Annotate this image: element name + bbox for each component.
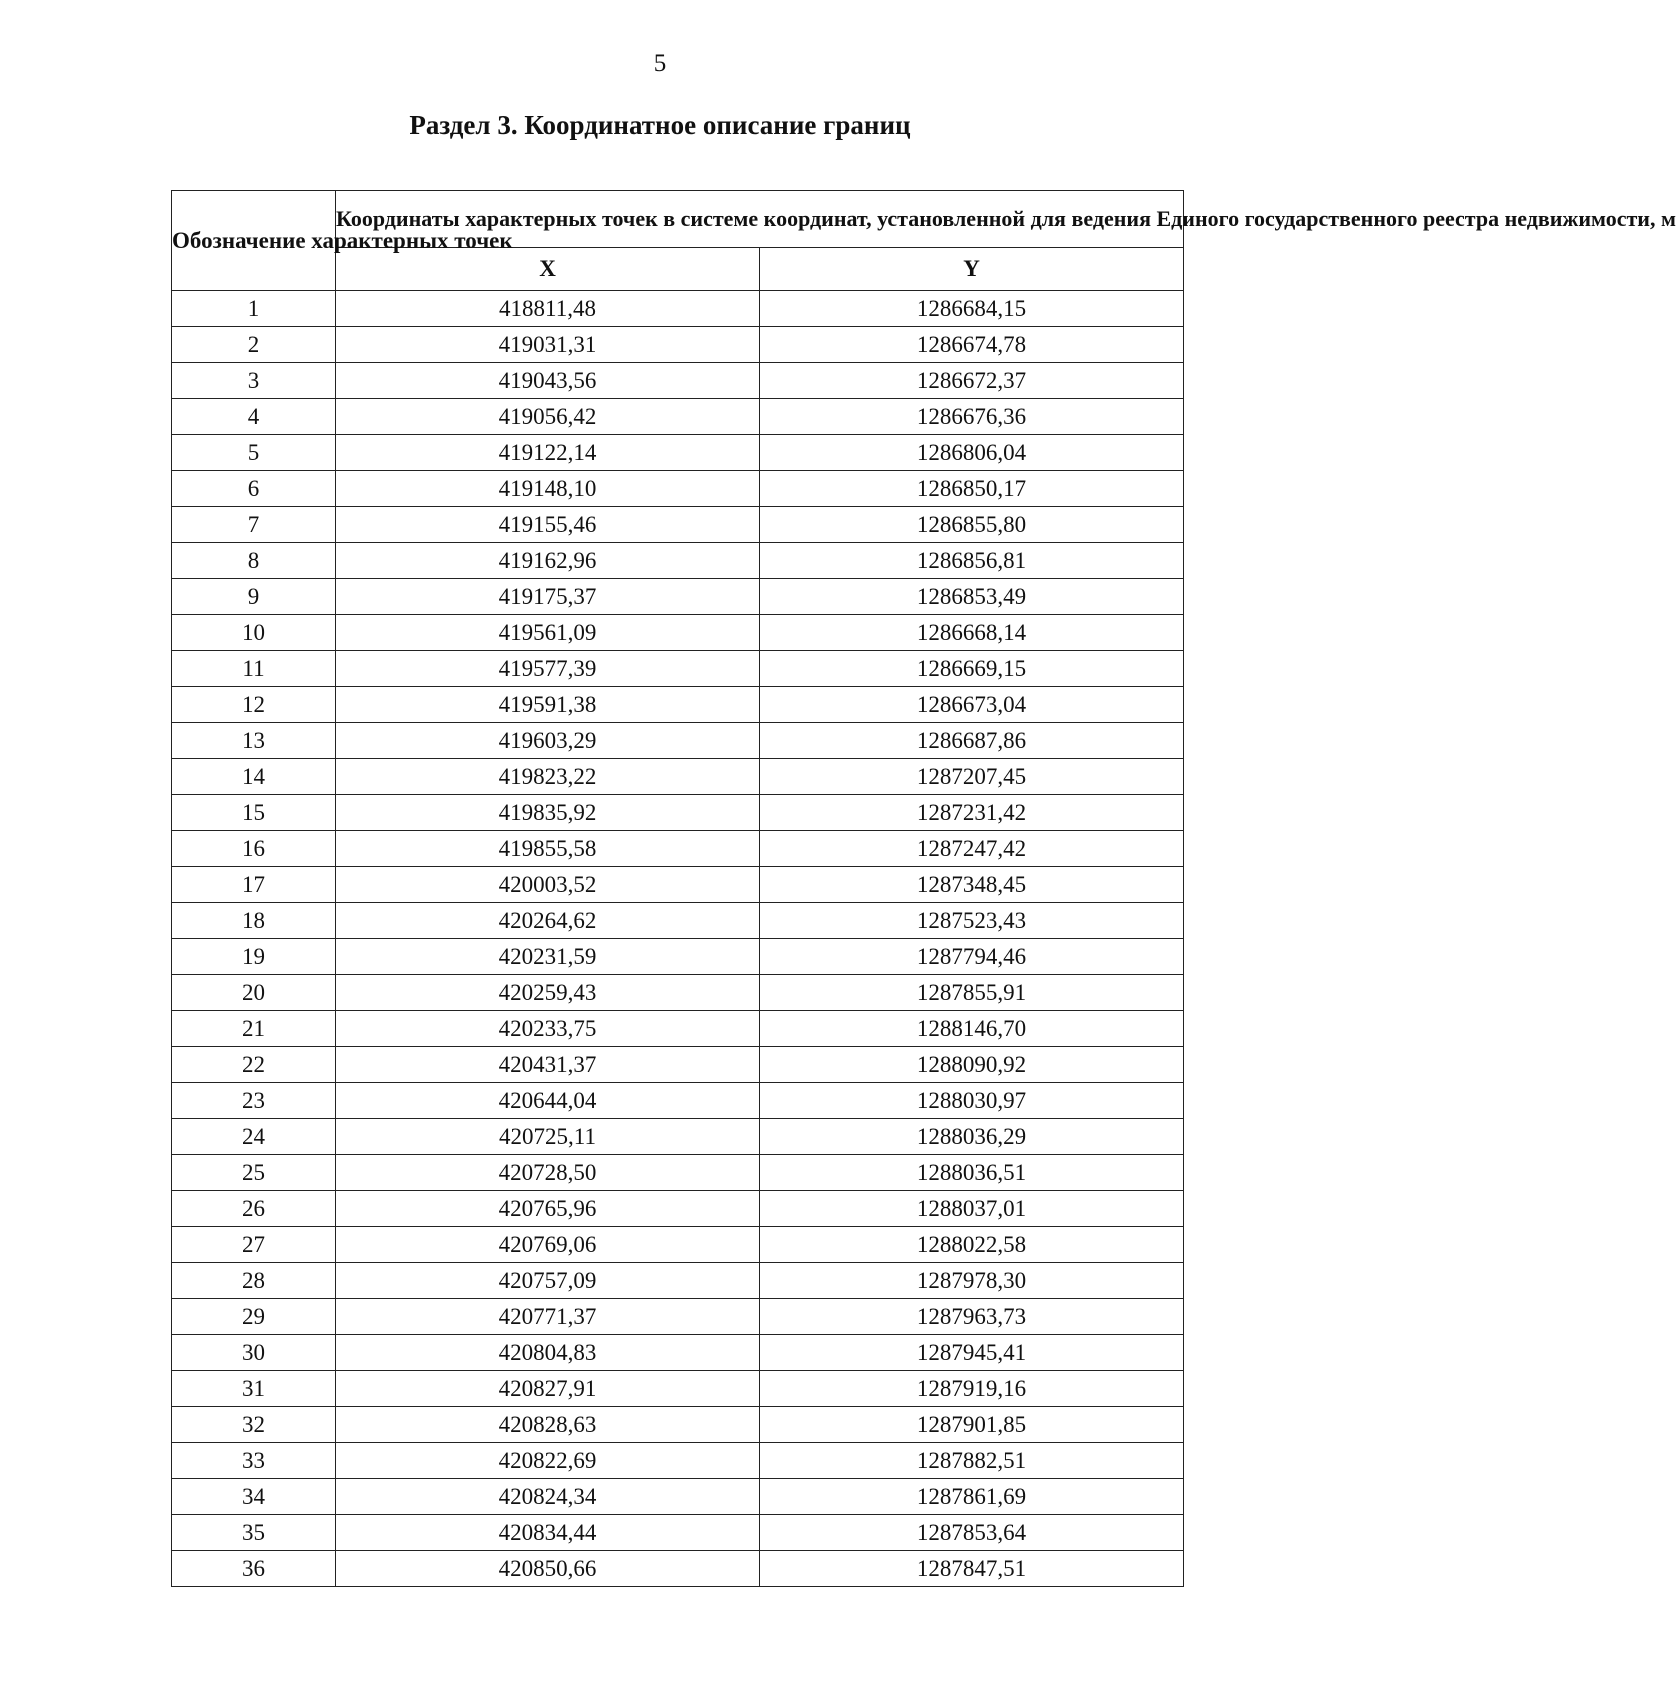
- table-row: [172, 1191, 1184, 1227]
- y-coordinate-cell: 1286687,86: [760, 723, 1184, 759]
- table-row: [172, 795, 1184, 831]
- x-coordinate-cell: 420827,91: [336, 1371, 760, 1407]
- x-coordinate-cell: 420804,83: [336, 1335, 760, 1371]
- point-number-cell: 22: [172, 1047, 336, 1083]
- y-coordinate-cell: 1286855,80: [760, 507, 1184, 543]
- x-coordinate-cell: 419148,10: [336, 471, 760, 507]
- x-coordinate-cell: 420828,63: [336, 1407, 760, 1443]
- table-row: [172, 399, 1184, 435]
- point-number-cell: 18: [172, 903, 336, 939]
- table-row: [172, 1155, 1184, 1191]
- y-coordinate-cell: 1288146,70: [760, 1011, 1184, 1047]
- y-coordinate-cell: 1286850,17: [760, 471, 1184, 507]
- table-row: [172, 975, 1184, 1011]
- x-coordinate-cell: 420771,37: [336, 1299, 760, 1335]
- x-coordinate-cell: 420233,75: [336, 1011, 760, 1047]
- y-coordinate-cell: 1288090,92: [760, 1047, 1184, 1083]
- y-coordinate-cell: 1286806,04: [760, 435, 1184, 471]
- table-row: [172, 579, 1184, 615]
- x-coordinate-cell: 419122,14: [336, 435, 760, 471]
- y-coordinate-cell: 1286856,81: [760, 543, 1184, 579]
- y-coordinate-cell: 1287207,45: [760, 759, 1184, 795]
- point-number-cell: 25: [172, 1155, 336, 1191]
- table-row: [172, 1443, 1184, 1479]
- table-row: [172, 1011, 1184, 1047]
- x-coordinate-cell: 420765,96: [336, 1191, 760, 1227]
- point-number-cell: 14: [172, 759, 336, 795]
- y-coordinate-cell: 1286672,37: [760, 363, 1184, 399]
- y-coordinate-cell: 1288036,51: [760, 1155, 1184, 1191]
- x-coordinate-cell: 419162,96: [336, 543, 760, 579]
- y-coordinate-cell: 1286668,14: [760, 615, 1184, 651]
- point-number-cell: 5: [172, 435, 336, 471]
- y-coordinate-cell: 1288037,01: [760, 1191, 1184, 1227]
- table-row: [172, 435, 1184, 471]
- point-number-cell: 31: [172, 1371, 336, 1407]
- y-coordinate-cell: 1287523,43: [760, 903, 1184, 939]
- header-x: X: [336, 247, 760, 290]
- y-coordinate-cell: 1287231,42: [760, 795, 1184, 831]
- y-coordinate-cell: 1287794,46: [760, 939, 1184, 975]
- table-row: [172, 363, 1184, 399]
- x-coordinate-cell: 420003,52: [336, 867, 760, 903]
- table-row: [172, 327, 1184, 363]
- y-coordinate-cell: 1287853,64: [760, 1515, 1184, 1551]
- table-row: [172, 867, 1184, 903]
- x-coordinate-cell: 420824,34: [336, 1479, 760, 1515]
- y-coordinate-cell: 1287861,69: [760, 1479, 1184, 1515]
- point-number-cell: 2: [172, 327, 336, 363]
- table-row: [172, 1479, 1184, 1515]
- table-row: [172, 1371, 1184, 1407]
- x-coordinate-cell: 419056,42: [336, 399, 760, 435]
- x-coordinate-cell: 420757,09: [336, 1263, 760, 1299]
- y-coordinate-cell: 1286684,15: [760, 291, 1184, 327]
- table-row: [172, 939, 1184, 975]
- x-coordinate-cell: 419603,29: [336, 723, 760, 759]
- y-coordinate-cell: 1286853,49: [760, 579, 1184, 615]
- coordinates-table: [171, 190, 1676, 1587]
- x-coordinate-cell: 420259,43: [336, 975, 760, 1011]
- table-body: [172, 291, 1184, 1587]
- point-number-cell: 20: [172, 975, 336, 1011]
- table-row: [172, 507, 1184, 543]
- point-number-cell: 33: [172, 1443, 336, 1479]
- point-number-cell: 34: [172, 1479, 336, 1515]
- point-number-cell: 28: [172, 1263, 336, 1299]
- x-coordinate-cell: 420769,06: [336, 1227, 760, 1263]
- table-row: [172, 831, 1184, 867]
- y-coordinate-cell: 1286676,36: [760, 399, 1184, 435]
- point-number-cell: 6: [172, 471, 336, 507]
- point-number-cell: 24: [172, 1119, 336, 1155]
- x-coordinate-cell: 420231,59: [336, 939, 760, 975]
- table-row: [172, 759, 1184, 795]
- y-coordinate-cell: 1287855,91: [760, 975, 1184, 1011]
- y-coordinate-cell: 1286674,78: [760, 327, 1184, 363]
- x-coordinate-cell: 419835,92: [336, 795, 760, 831]
- table-row: [172, 291, 1184, 327]
- point-number-cell: 3: [172, 363, 336, 399]
- x-coordinate-cell: 420834,44: [336, 1515, 760, 1551]
- x-coordinate-cell: 418811,48: [336, 291, 760, 327]
- table-row: [172, 615, 1184, 651]
- x-coordinate-cell: 420431,37: [336, 1047, 760, 1083]
- table-row: [172, 651, 1184, 687]
- x-coordinate-cell: 420644,04: [336, 1083, 760, 1119]
- point-number-cell: 30: [172, 1335, 336, 1371]
- point-number-cell: 27: [172, 1227, 336, 1263]
- x-coordinate-cell: 419591,38: [336, 687, 760, 723]
- point-number-cell: 19: [172, 939, 336, 975]
- table-row: [172, 1119, 1184, 1155]
- point-number-cell: 36: [172, 1551, 336, 1587]
- point-number-cell: 13: [172, 723, 336, 759]
- point-number-cell: 1: [172, 291, 336, 327]
- x-coordinate-cell: 420728,50: [336, 1155, 760, 1191]
- header-coordinates: Координаты характерных точек в системе координат, установленной для ведения Единого государственного реестра недвижимости, м: [336, 191, 1184, 248]
- point-number-cell: 21: [172, 1011, 336, 1047]
- y-coordinate-cell: 1288030,97: [760, 1083, 1184, 1119]
- x-coordinate-cell: 420822,69: [336, 1443, 760, 1479]
- y-coordinate-cell: 1287901,85: [760, 1407, 1184, 1443]
- y-coordinate-cell: 1287882,51: [760, 1443, 1184, 1479]
- y-coordinate-cell: 1287978,30: [760, 1263, 1184, 1299]
- y-coordinate-cell: 1288036,29: [760, 1119, 1184, 1155]
- table-row: [172, 1227, 1184, 1263]
- section-title: Раздел 3. Координатное описание границ: [409, 110, 911, 140]
- table-row: [172, 903, 1184, 939]
- table-row: [172, 471, 1184, 507]
- table-row: [172, 723, 1184, 759]
- table-row: [172, 1047, 1184, 1083]
- table-row: [172, 543, 1184, 579]
- point-number-cell: 17: [172, 867, 336, 903]
- x-coordinate-cell: 420725,11: [336, 1119, 760, 1155]
- x-coordinate-cell: 420264,62: [336, 903, 760, 939]
- header-point-designation: Обозначение характерных точек: [172, 191, 336, 291]
- x-coordinate-cell: 419561,09: [336, 615, 760, 651]
- point-number-cell: 7: [172, 507, 336, 543]
- x-coordinate-cell: 419577,39: [336, 651, 760, 687]
- point-number-cell: 29: [172, 1299, 336, 1335]
- page-number: 5: [653, 50, 667, 77]
- table-row: [172, 1335, 1184, 1371]
- y-coordinate-cell: 1287919,16: [760, 1371, 1184, 1407]
- x-coordinate-cell: 420850,66: [336, 1551, 760, 1587]
- point-number-cell: 16: [172, 831, 336, 867]
- y-coordinate-cell: 1287247,42: [760, 831, 1184, 867]
- table-row: [172, 687, 1184, 723]
- x-coordinate-cell: 419155,46: [336, 507, 760, 543]
- y-coordinate-cell: 1286673,04: [760, 687, 1184, 723]
- y-coordinate-cell: 1287348,45: [760, 867, 1184, 903]
- point-number-cell: 35: [172, 1515, 336, 1551]
- point-number-cell: 8: [172, 543, 336, 579]
- y-coordinate-cell: 1287963,73: [760, 1299, 1184, 1335]
- x-coordinate-cell: 419043,56: [336, 363, 760, 399]
- point-number-cell: 23: [172, 1083, 336, 1119]
- point-number-cell: 9: [172, 579, 336, 615]
- y-coordinate-cell: 1287847,51: [760, 1551, 1184, 1587]
- point-number-cell: 10: [172, 615, 336, 651]
- point-number-cell: 11: [172, 651, 336, 687]
- point-number-cell: 4: [172, 399, 336, 435]
- x-coordinate-cell: 419855,58: [336, 831, 760, 867]
- table-row: [172, 1515, 1184, 1551]
- y-coordinate-cell: 1287945,41: [760, 1335, 1184, 1371]
- point-number-cell: 12: [172, 687, 336, 723]
- x-coordinate-cell: 419031,31: [336, 327, 760, 363]
- x-coordinate-cell: 419175,37: [336, 579, 760, 615]
- point-number-cell: 32: [172, 1407, 336, 1443]
- table-row: [172, 1299, 1184, 1335]
- y-coordinate-cell: 1286669,15: [760, 651, 1184, 687]
- point-number-cell: 15: [172, 795, 336, 831]
- table-row: [172, 1407, 1184, 1443]
- x-coordinate-cell: 419823,22: [336, 759, 760, 795]
- table-row: [172, 1263, 1184, 1299]
- table-row: [172, 1551, 1184, 1587]
- point-number-cell: 26: [172, 1191, 336, 1227]
- table-row: [172, 1083, 1184, 1119]
- header-y: Y: [760, 247, 1184, 290]
- y-coordinate-cell: 1288022,58: [760, 1227, 1184, 1263]
